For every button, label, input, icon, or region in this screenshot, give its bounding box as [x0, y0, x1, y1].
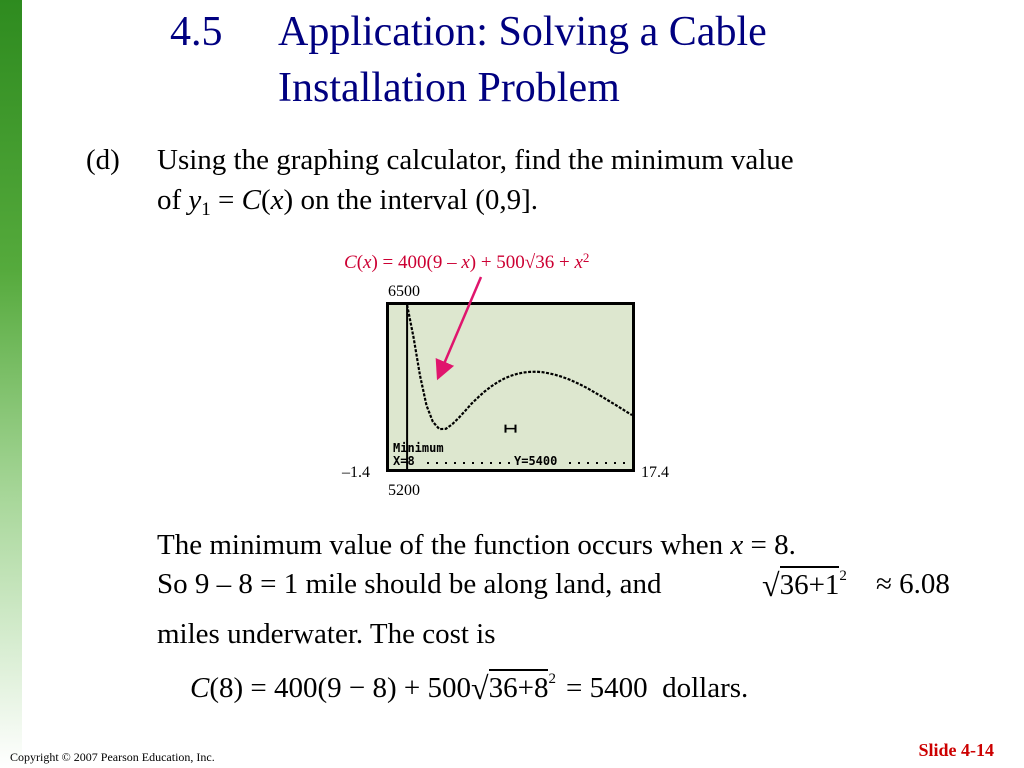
calc-minimum-text: Minimum — [393, 441, 444, 455]
calculator-screen — [386, 302, 635, 472]
cost-equation: $C(8) = 400(9 - 8) + 500√36+8^2 = 5400$ dollars. — [190, 670, 749, 706]
x-max-label: 17.4 — [641, 464, 669, 481]
function-label: $C(x) = 400(9 - x) + 500√36 + x^2$ — [344, 250, 590, 273]
calc-curve — [407, 305, 632, 429]
intro-line1: Using the graphing calculator, find the minimum value — [157, 144, 794, 176]
part-label: (d) — [86, 144, 120, 176]
section-number: 4.5 — [170, 9, 223, 55]
y-min-label: 5200 — [388, 482, 420, 499]
calculator-plot — [389, 305, 632, 469]
minimum-cursor — [506, 425, 516, 433]
slide-title-line2: Installation Problem — [278, 65, 620, 111]
green-sidebar — [0, 0, 22, 768]
slide-number: Slide 4-14 — [918, 740, 994, 760]
x-min-label: –1.4 — [342, 464, 370, 481]
y-max-label: 6500 — [388, 283, 420, 300]
slide-title-line1: Application: Solving a Cable — [278, 9, 767, 55]
result-line1: The minimum value of the function occurs when x = 8. — [157, 529, 796, 561]
result-line3: miles underwater. The cost is — [157, 618, 496, 650]
calc-y-readout: Y=5400 — [514, 454, 558, 468]
approx-value: ≈ 6.08 — [876, 568, 950, 600]
calc-x-readout: X=8 — [393, 454, 415, 468]
result-line2: So 9 – 8 = 1 mile should be along land, and — [157, 568, 662, 600]
copyright-footer: Copyright © 2007 Pearson Education, Inc. — [10, 750, 215, 764]
sqrt-expression: $√36+1^2$ — [762, 567, 847, 603]
intro-line2: of $y_1 = C(x)$ on the interval (0,9]. — [157, 184, 539, 220]
